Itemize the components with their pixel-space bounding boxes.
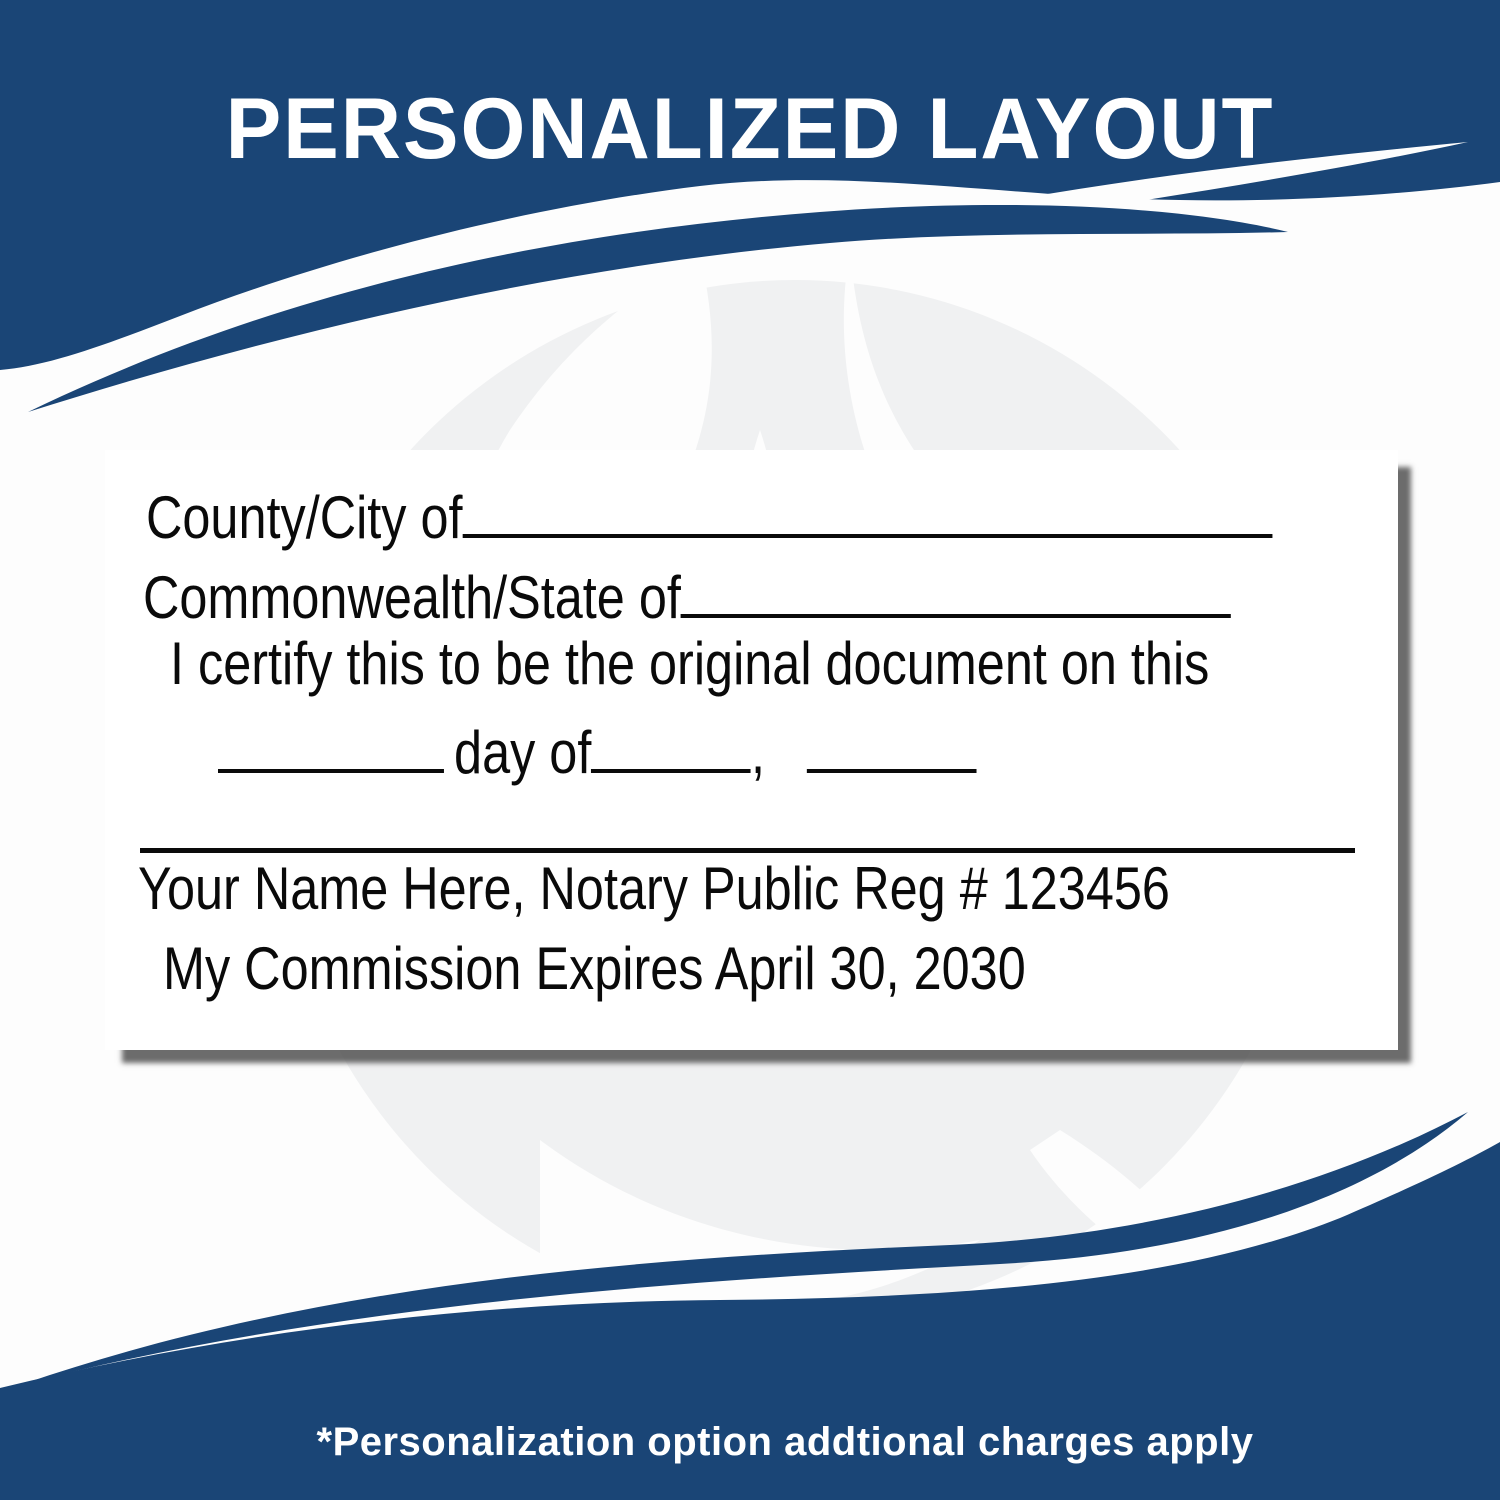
commonwealth-state-line — [143, 559, 1487, 632]
page-title: PERSONALIZED LAYOUT — [225, 80, 1275, 177]
commission-expiry-line — [163, 935, 1500, 1002]
month-blank-line — [591, 714, 751, 773]
commonwealth-state-label: Commonwealth/State of — [143, 564, 681, 632]
day-blank-line — [218, 714, 444, 773]
commission-expiry-text: My Commission Expires April 30, 2030 — [163, 935, 1026, 1002]
county-blank-line — [463, 479, 1273, 538]
notary-name-text: Your Name Here, Notary Public Reg # 123456 — [138, 855, 1170, 922]
county-city-label: County/City of — [146, 484, 463, 552]
certify-text: I certify this to be the original document on this — [170, 630, 1210, 697]
state-blank-line — [681, 559, 1231, 618]
personalization-disclaimer: *Personalization option addtional charges apply — [316, 1420, 1254, 1464]
notary-name-line — [138, 855, 1482, 922]
county-city-line — [146, 479, 1490, 552]
date-line — [218, 714, 1500, 787]
stamp-preview — [105, 450, 1398, 1050]
comma-text: , — [750, 719, 765, 787]
signature-rule-line — [140, 848, 1355, 853]
certify-text-line — [170, 630, 1500, 697]
year-blank-line — [807, 714, 977, 773]
day-of-label: day of — [454, 719, 592, 787]
